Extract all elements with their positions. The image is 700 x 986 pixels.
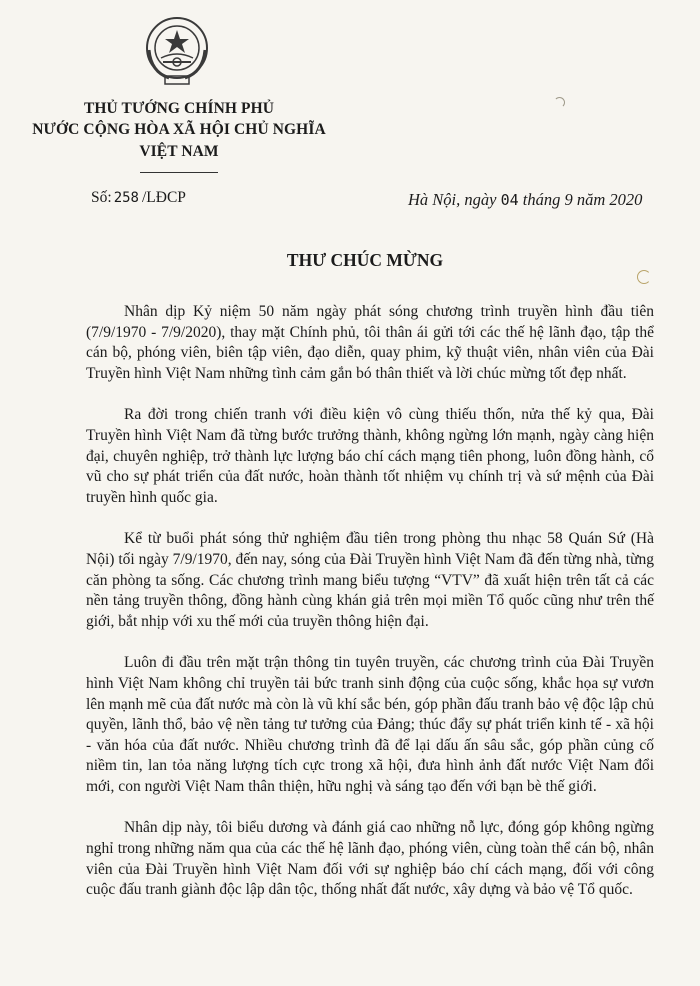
paper-mark (637, 270, 651, 284)
doc-number-prefix: Số: (91, 189, 112, 206)
doc-number-handwritten: 258 (113, 190, 139, 206)
header-divider (140, 172, 218, 173)
paragraph: Kể từ buổi phát sóng thử nghiệm đầu tiên trong phòng thu nhạc 58 Quán Sứ (Hà Nội) tối ngày 7/9/1970, đến nay, sóng của Đài Truyền hình Việt Nam đã đến từng nhà, từng căn phòng ta sống. Các chương trình mang biểu tượng “VTV” đã xuất hiện trên tất cả các nền tảng truyền thông, đồng hành cùng khán giả trên mọi miền Tổ quốc cũng như trên thế giới, bắt nhịp với xu thế mới của truyền thông hiện đại. (86, 530, 654, 630)
date-prefix: Hà Nội, ngày (408, 190, 497, 209)
paragraph: Nhân dịp này, tôi biểu dương và đánh giá cao những nỗ lực, đóng góp không ngừng nghỉ trong những năm qua của các thế hệ lãnh đạo, phóng viên, cùng toàn thể cán bộ, nhân viên của Đài Truyền hình Việt Nam đối với sự nghiệp báo chí cách mạng, đối với công cuộc đấu tranh giành độc lập dân tộc, thống nhất đất nước, xây dựng và bảo vệ Tổ quốc. (86, 819, 654, 899)
paper-mark (554, 97, 565, 108)
vietnam-national-emblem-icon (143, 14, 211, 90)
date-suffix: tháng 9 năm 2020 (522, 190, 643, 209)
letter-title: THƯ CHÚC MỪNG (286, 250, 444, 270)
country-name-line1: NƯỚC CỘNG HÒA XÃ HỘI CHỦ NGHĨA (32, 121, 326, 138)
doc-number-suffix: /LĐCP (141, 189, 186, 206)
issuer-title: THỦ TƯỚNG CHÍNH PHỦ (83, 100, 275, 117)
document-number (91, 189, 186, 207)
paragraph: Nhân dịp Kỷ niệm 50 năm ngày phát sóng chương trình truyền hình đầu tiên (7/9/1970 - 7/9/2020), thay mặt Chính phủ, tôi thân ái gửi tới các thế hệ lãnh đạo, tập thể cán bộ, phóng viên, biên tập viên, đạo diễn, quay phim, kỹ thuật viên, nhân viên của Đài Truyền hình Việt Nam những tình cảm gắn bó thân thiết và lời chúc mừng tốt đẹp nhất. (86, 303, 654, 382)
paragraph: Ra đời trong chiến tranh với điều kiện vô cùng thiếu thốn, nửa thế kỷ qua, Đài Truyền hình Việt Nam đã từng bước trưởng thành, không ngừng lớn mạnh, ngày càng hiện đại, chuyên nghiệp, trở thành lực lượng báo chí cách mạng tiên phong, luôn đồng hành, cổ vũ cho sự phát triển của đất nước, hoàn thành tốt nhiệm vụ chính trị và sứ mệnh của Đài truyền hình quốc gia. (86, 406, 654, 506)
paragraph: Luôn đi đầu trên mặt trận thông tin tuyên truyền, các chương trình của Đài Truyền hình Việt Nam không chỉ truyền tải bức tranh sinh động của cuộc sống, khắc họa sự vươn lên mạnh mẽ của đất nước mà còn là vũ khí sắc bén, góp phần đấu tranh bảo vệ độc lập chủ quyền, lãnh thổ, bảo vệ nền tảng tư tưởng của Đảng; thúc đẩy sự phát triển kinh tế - xã hội - văn hóa của đất nước. Nhiều chương trình đã để lại dấu ấn sâu sắc, góp phần củng cố niềm tin, lan tỏa năng lượng tích cực trong xã hội, đưa hình ảnh đất nước Việt Nam đổi mới, con người Việt Nam thân thiện, hữu nghị và sáng tạo đến với bạn bè thế giới. (86, 654, 654, 795)
date-day-handwritten: 04 (500, 191, 519, 209)
country-name-line2: VIỆT NAM (139, 143, 219, 160)
letter-body (86, 302, 654, 922)
date-line (408, 190, 642, 210)
